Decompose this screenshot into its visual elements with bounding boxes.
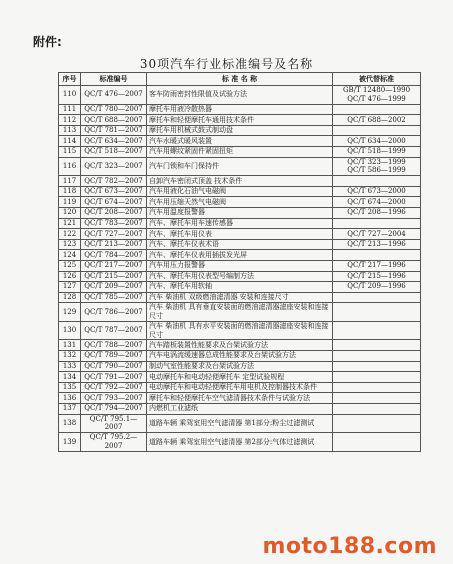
row-seq: 124 (59, 250, 81, 261)
row-name: 汽车门锁和车门保持件 (147, 157, 333, 176)
row-name: 客车防雨密封性限值及试验方法 (147, 86, 333, 105)
header-code: 标准编号 (81, 73, 147, 86)
row-code: QC/T 518—2007 (81, 146, 147, 157)
table-row (59, 176, 421, 187)
row-seq: 133 (59, 361, 81, 372)
table-row (59, 321, 421, 340)
row-code: QC/T 786—2007 (81, 303, 147, 322)
row-name: 汽车水暖式暖风装置 (147, 136, 333, 147)
table-row (59, 292, 421, 303)
row-code: QC/T 791—2007 (81, 372, 147, 383)
row-name: 汽车、摩托车用软轴 (147, 282, 333, 293)
row-seq: 116 (59, 157, 81, 176)
table-row (59, 197, 421, 208)
table-row (59, 382, 421, 393)
row-code: QC/T 790—2007 (81, 361, 147, 372)
row-name: 道路车辆 乘驾室用空气滤清器 第1部分:粉尘过滤测试 (147, 414, 333, 433)
table-row (59, 125, 421, 136)
site-watermark: moto188.com (262, 534, 437, 559)
row-name: 汽车、摩托车仪表用插拔发光屏 (147, 250, 333, 261)
row-seq: 120 (59, 207, 81, 218)
row-name: 汽车用螺纹紧固件紧固扭矩 (147, 146, 333, 157)
table-row (59, 218, 421, 229)
table-row (59, 433, 421, 452)
row-seq: 113 (59, 125, 81, 136)
row-replaced (333, 372, 421, 383)
table-row (59, 239, 421, 250)
row-code: QC/T 208—2007 (81, 207, 147, 218)
row-name: 内燃机工业滤纸 (147, 404, 333, 415)
row-name: 制动气室性能要求及台架试验方法 (147, 361, 333, 372)
row-code: QC/T 688—2007 (81, 115, 147, 126)
row-replaced: QC/T 323—1999 QC/T 586—1999 (333, 157, 421, 176)
row-replaced: GB/T 12480—1990 QC/T 476—1999 (333, 86, 421, 105)
row-code: QC/T 674—2007 (81, 197, 147, 208)
row-replaced (333, 414, 421, 433)
row-seq: 126 (59, 271, 81, 282)
row-replaced (333, 382, 421, 393)
row-replaced (333, 321, 421, 340)
row-name: 汽车、摩托车仪表术语 (147, 239, 333, 250)
row-code: QC/T 793—2007 (81, 393, 147, 404)
row-code: QC/T 780—2007 (81, 104, 147, 115)
row-name: 汽车电涡流缓速器总成性能要求及台架试验方法 (147, 351, 333, 362)
row-seq: 135 (59, 382, 81, 393)
row-replaced (333, 351, 421, 362)
row-name: 汽车、摩托车用车速传感器 (147, 218, 333, 229)
row-replaced (333, 250, 421, 261)
row-code: QC/T 634—2007 (81, 136, 147, 147)
row-code: QC/T 792—2007 (81, 382, 147, 393)
row-code: QC/T 781—2007 (81, 125, 147, 136)
row-seq: 125 (59, 260, 81, 271)
header-seq: 序号 (59, 73, 81, 86)
row-seq: 134 (59, 372, 81, 383)
header-name: 标 准 名 称 (147, 73, 333, 86)
row-name: 汽车用温度报警器 (147, 207, 333, 218)
row-code: QC/T 783—2007 (81, 218, 147, 229)
row-seq: 115 (59, 146, 81, 157)
row-seq: 128 (59, 292, 81, 303)
row-replaced: QC/T 674—2000 (333, 197, 421, 208)
table-row (59, 229, 421, 240)
row-replaced (333, 340, 421, 351)
row-code: QC/T 784—2007 (81, 250, 147, 261)
row-seq: 139 (59, 433, 81, 452)
row-replaced (333, 361, 421, 372)
row-name: 汽车踏板装置性能要求及台架试验方法 (147, 340, 333, 351)
table-row (59, 404, 421, 415)
row-seq: 118 (59, 186, 81, 197)
table-row (59, 115, 421, 126)
row-code: QC/T 213—2007 (81, 239, 147, 250)
row-code: QC/T 795.1—2007 (81, 414, 147, 433)
table-row (59, 250, 421, 261)
row-seq: 137 (59, 404, 81, 415)
row-code: QC/T 727—2007 (81, 229, 147, 240)
row-replaced: QC/T 209—1996 (333, 282, 421, 293)
row-name: 汽车 柴油机 双级燃油滤清器 安装和连接尺寸 (147, 292, 333, 303)
table-row (59, 146, 421, 157)
row-code: QC/T 788—2007 (81, 340, 147, 351)
row-replaced: QC/T 727—2004 (333, 229, 421, 240)
table-row (59, 186, 421, 197)
table-header-row (59, 73, 421, 86)
table-row (59, 372, 421, 383)
table-row (59, 414, 421, 433)
table-row (59, 351, 421, 362)
row-code: QC/T 785—2007 (81, 292, 147, 303)
row-seq: 114 (59, 136, 81, 147)
row-code: QC/T 215—2007 (81, 271, 147, 282)
row-seq: 122 (59, 229, 81, 240)
row-code: QC/T 787—2007 (81, 321, 147, 340)
table-row (59, 86, 421, 105)
row-seq: 111 (59, 104, 81, 115)
row-name: 摩托车用机械式鼓式制动盘 (147, 125, 333, 136)
table-row (59, 104, 421, 115)
row-replaced (333, 303, 421, 322)
row-seq: 123 (59, 239, 81, 250)
table-row (59, 282, 421, 293)
row-name: 电动摩托车和电动轻便摩托车用电机及控制器技术条件 (147, 382, 333, 393)
row-seq: 121 (59, 218, 81, 229)
row-replaced: QC/T 215—1996 (333, 271, 421, 282)
row-code: QC/T 795.2—2007 (81, 433, 147, 452)
page-title: 30项汽车行业标准编号及名称 (139, 57, 314, 71)
row-seq: 138 (59, 414, 81, 433)
table-row (59, 136, 421, 147)
row-seq: 129 (59, 303, 81, 322)
row-replaced (333, 393, 421, 404)
row-name: 汽车用液化石油气电磁阀 (147, 186, 333, 197)
standards-table (58, 72, 421, 452)
row-replaced (333, 125, 421, 136)
table-row (59, 303, 421, 322)
row-replaced: QC/T 208—1996 (333, 207, 421, 218)
row-seq: 112 (59, 115, 81, 126)
row-name: 汽车 柴油机 具有垂直安装面的燃油滤清器滤座安装和连接尺寸 (147, 303, 333, 322)
table-row (59, 393, 421, 404)
row-seq: 136 (59, 393, 81, 404)
row-name: 摩托车和轻便摩托车通用技术条件 (147, 115, 333, 126)
row-code: QC/T 217—2007 (81, 260, 147, 271)
row-code: QC/T 794—2007 (81, 404, 147, 415)
row-replaced (333, 104, 421, 115)
row-replaced: QC/T 673—2000 (333, 186, 421, 197)
row-seq: 130 (59, 321, 81, 340)
row-code: QC/T 673—2007 (81, 186, 147, 197)
row-seq: 119 (59, 197, 81, 208)
row-replaced: QC/T 518—1999 (333, 146, 421, 157)
table-row (59, 260, 421, 271)
table-row (59, 271, 421, 282)
row-name: 摩托车和轻便摩托车空气滤清器技术条件与试验方法 (147, 393, 333, 404)
row-replaced: QC/T 213—1996 (333, 239, 421, 250)
row-replaced: QC/T 688—2002 (333, 115, 421, 126)
header-replaced: 被代替标准 (333, 73, 421, 86)
row-replaced (333, 218, 421, 229)
table-row (59, 207, 421, 218)
row-seq: 117 (59, 176, 81, 187)
row-code: QC/T 782—2007 (81, 176, 147, 187)
row-replaced: QC/T 217—1996 (333, 260, 421, 271)
row-name: 道路车辆 乘驾室用空气滤清器 第2部分:气体过滤测试 (147, 433, 333, 452)
row-name: 自卸汽车密闭式顶盖 技术条件 (147, 176, 333, 187)
row-replaced (333, 404, 421, 415)
row-code: QC/T 323—2007 (81, 157, 147, 176)
row-name: 电动摩托车和电动轻便摩托车 定型试验规程 (147, 372, 333, 383)
table-row (59, 157, 421, 176)
table-row (59, 340, 421, 351)
attachment-label: 附件: (33, 35, 62, 49)
row-seq: 110 (59, 86, 81, 105)
row-name: 汽车用压缩天然气电磁阀 (147, 197, 333, 208)
row-code: QC/T 209—2007 (81, 282, 147, 293)
row-seq: 131 (59, 340, 81, 351)
row-replaced: QC/T 634—2000 (333, 136, 421, 147)
row-name: 汽车用压力报警器 (147, 260, 333, 271)
row-replaced (333, 292, 421, 303)
row-name: 汽车、摩托车用仪表型号编制方法 (147, 271, 333, 282)
row-seq: 132 (59, 351, 81, 362)
row-name: 汽车、摩托车用仪表 (147, 229, 333, 240)
row-name: 汽车 柴油机 具有水平安装面的燃油滤清器滤座安装和连接尺寸 (147, 321, 333, 340)
row-code: QC/T 789—2007 (81, 351, 147, 362)
row-seq: 127 (59, 282, 81, 293)
row-replaced (333, 176, 421, 187)
row-code: QC/T 476—2007 (81, 86, 147, 105)
row-replaced (333, 433, 421, 452)
table-row (59, 361, 421, 372)
row-name: 摩托车用液冷散热器 (147, 104, 333, 115)
